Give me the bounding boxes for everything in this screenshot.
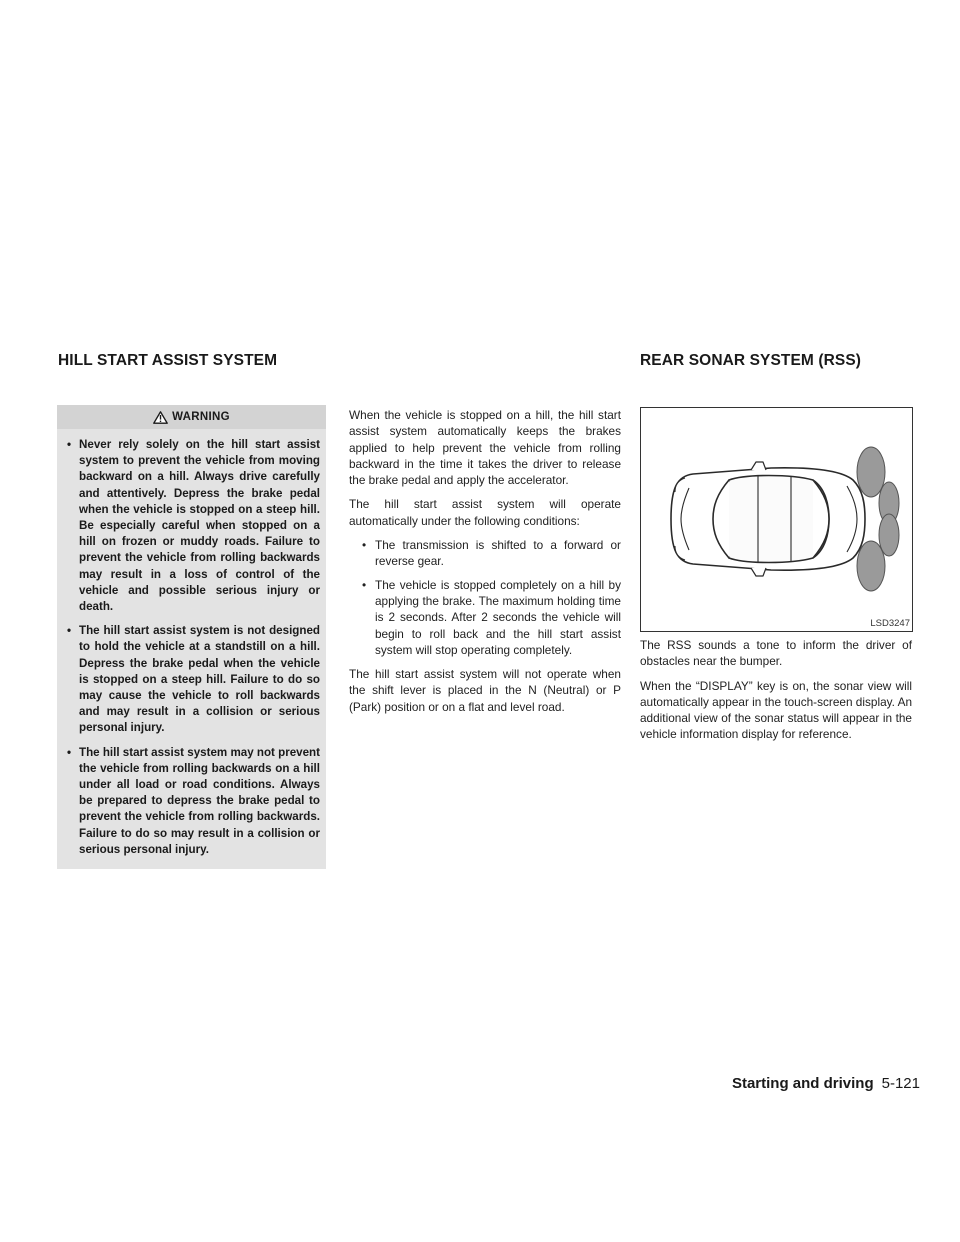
warning-item xyxy=(65,437,320,615)
figure-code: LSD3247 xyxy=(870,618,910,629)
warning-item-text: Never rely solely on the hill start assist system to prevent the vehicle from moving backward on a hill. Always drive carefully and attentively. Depress the brake pedal when the vehicle is stopped on a steep hill. Be especially careful when stopped on a hill on frozen or muddy roads. Failure to prevent the vehicle from rolling backwards may result in a loss of control of the vehicle and possible serious injury or death. xyxy=(79,438,320,614)
warning-item xyxy=(65,745,320,858)
condition-item xyxy=(349,537,621,570)
hill-start-paragraph-1: When the vehicle is stopped on a hill, the hill start assist system automatically keeps the brakes applied to help prevent the vehicle from rolling backward in the time it takes the driver to release the brake pedal and apply the accelerator. xyxy=(349,408,621,488)
condition-item xyxy=(349,577,621,658)
conditions-list xyxy=(349,537,621,658)
rear-sonar-figure xyxy=(640,407,913,632)
section-heading-rear-sonar: REAR SONAR SYSTEM (RSS) xyxy=(640,352,862,369)
warning-header xyxy=(57,405,326,429)
page-number: 5-121 xyxy=(881,1075,920,1092)
warning-item-text: The hill start assist system is not designed to hold the vehicle at a standstill on a hill. Depress the brake pedal when the vehicle is stopped on a steep hill. Failure to do so may cause the vehicle to roll backwards and may result in a collision or serious personal injury. xyxy=(79,624,320,735)
warning-box xyxy=(57,405,326,869)
warning-item-text: The hill start assist system may not prevent the vehicle from rolling backwards on a hill under all load or road conditions. Always be prepared to depress the brake pedal to prevent the vehicle from rolling backwards. Failure to do so may result in a collision or serious personal injury. xyxy=(79,745,320,856)
rear-sonar-body xyxy=(640,637,912,751)
warning-triangle-icon xyxy=(153,411,168,424)
car-outline xyxy=(671,462,865,576)
rss-paragraph-2: When the “DISPLAY” key is on, the sonar view will automatically appear in the touch-screen display. An additional view of the sonar status will appear in the vehicle information display for reference. xyxy=(640,678,912,742)
page-footer xyxy=(732,1075,920,1092)
car-top-view-illustration xyxy=(641,408,912,631)
rss-paragraph-1: The RSS sounds a tone to inform the driver of obstacles near the bumper. xyxy=(640,638,912,669)
warning-list xyxy=(57,429,326,858)
bullet: • xyxy=(362,577,367,592)
warning-item xyxy=(65,623,320,736)
condition-text: The vehicle is stopped completely on a hill by applying the brake. The maximum holding time is 2 seconds. After 2 seconds the vehicle will begin to roll back and the hill start assist system will stop operating completely. xyxy=(375,577,621,657)
sonar-zone-right-corner xyxy=(857,541,885,591)
hill-start-body xyxy=(349,407,621,723)
condition-text: The transmission is shifted to a forward or reverse gear. xyxy=(375,538,621,569)
section-heading-hill-start: HILL START ASSIST SYSTEM xyxy=(58,352,278,369)
hill-start-paragraph-3: The hill start assist system will not operate when the shift lever is placed in the N (Neutral) or P (Park) position or on a flat and level road. xyxy=(349,667,621,714)
bullet: • xyxy=(67,624,72,638)
warning-title: WARNING xyxy=(172,411,230,423)
bullet: • xyxy=(67,745,72,759)
hill-start-paragraph-2: The hill start assist system will operate automatically under the following conditions: xyxy=(349,497,621,528)
bullet: • xyxy=(67,438,72,451)
bullet: • xyxy=(362,538,367,553)
footer-chapter: Starting and driving xyxy=(731,1075,874,1092)
